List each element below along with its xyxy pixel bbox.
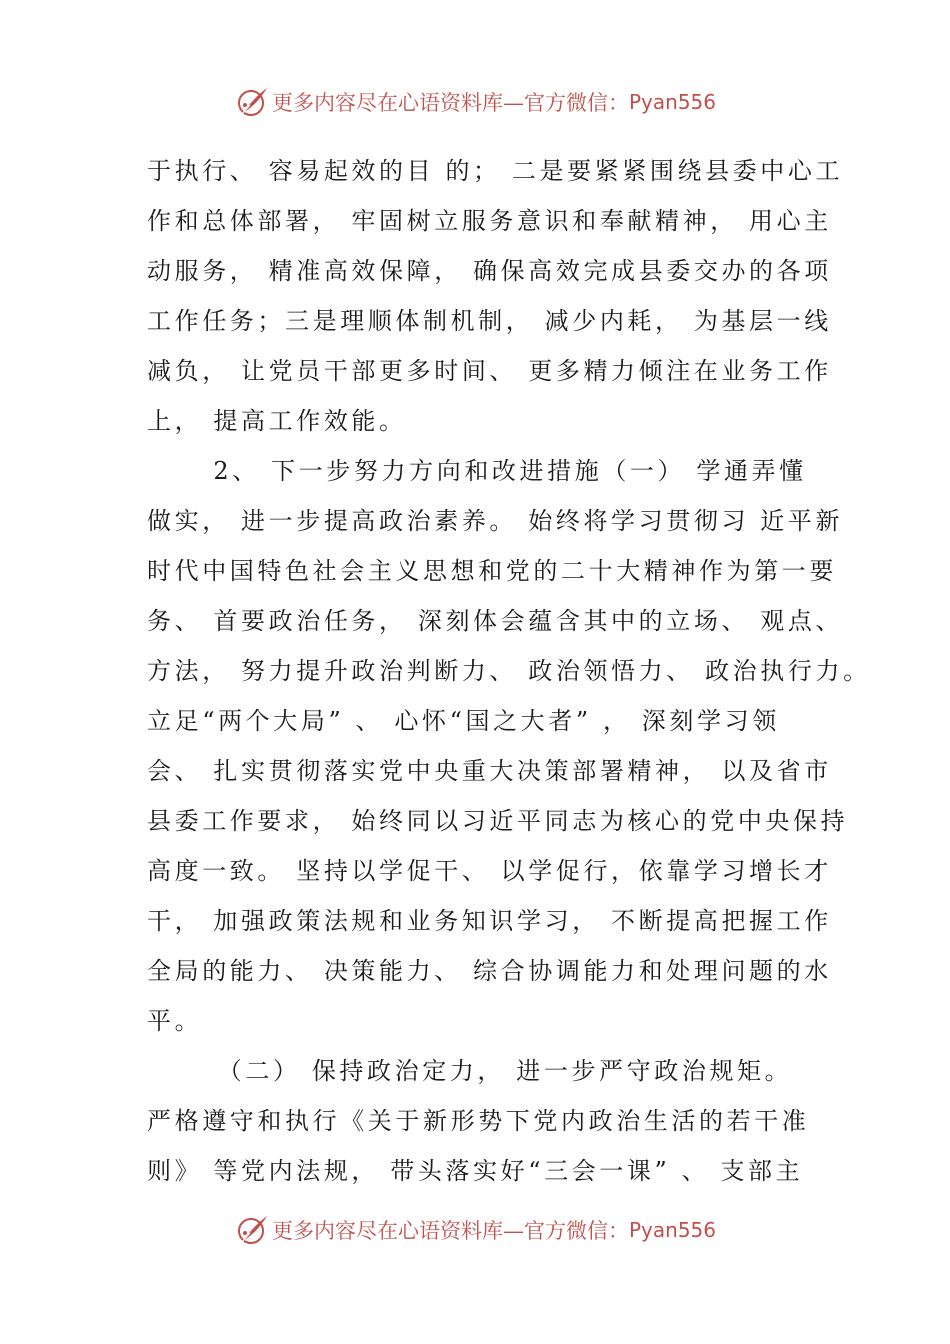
text-line: 工作任务；三是理顺体制机制， 减少内耗， 为基层一线 <box>147 307 832 335</box>
text-line: 上， 提高工作效能。 <box>147 407 407 435</box>
text-line: 2、 下一步努力方向和改进措施（一） 学通弄懂 <box>147 457 807 485</box>
text-line: 干， 加强政策法规和业务知识学习， 不断提高把握工作 <box>147 907 832 935</box>
text-line: 时代中国特色社会主义思想和党的二十大精神作为第一要 <box>147 557 837 585</box>
text-line: 作和总体部署， 牢固树立服务意识和奉献精神， 用心主 <box>147 207 832 235</box>
header-banner <box>0 80 950 124</box>
text-line: 县委工作要求， 始终同以习近平同志为核心的党中央保持 <box>147 807 849 835</box>
text-line: 严格遵守和执行《关于新形势下党内政治生活的若干准 <box>147 1107 810 1135</box>
quill-pen-logo-icon <box>234 84 270 120</box>
text-line: 高度一致。 坚持以学促干、 以学促行，依靠学习增长才 <box>147 857 832 885</box>
banner-text: 更多内容尽在心语资料库—官方微信： <box>271 91 629 115</box>
wechat-id: Pyan556 <box>628 90 716 114</box>
banner-text: 更多内容尽在心语资料库—官方微信： <box>271 1219 629 1243</box>
text-line: （二） 保持政治定力， 进一步严守政治规矩。 <box>147 1057 793 1085</box>
text-line: 立足“两个大局” 、 心怀“国之大者” ， 深刻学习领 <box>147 707 780 735</box>
footer-banner <box>0 1208 950 1252</box>
document-body <box>147 146 871 1196</box>
text-line: 减负， 让党员干部更多时间、 更多精力倾注在业务工作 <box>147 357 832 385</box>
wechat-id: Pyan556 <box>628 1218 716 1242</box>
text-line: 方法， 努力提升政治判断力、 政治领悟力、 政治执行力。 <box>147 657 871 685</box>
text-line: 平。 <box>147 1007 203 1035</box>
text-line: 全局的能力、 决策能力、 综合协调能力和处理问题的水 <box>147 957 832 985</box>
text-line: 则》 等党内法规， 带头落实好“三会一课” 、 支部主 <box>147 1157 804 1185</box>
text-line: 会、 扎实贯彻落实党中央重大决策部署精神， 以及省市 <box>147 757 832 785</box>
text-line: 做实， 进一步提高政治素养。 始终将学习贯彻习 近平新 <box>147 507 844 535</box>
text-line: 动服务， 精准高效保障， 确保高效完成县委交办的各项 <box>147 257 832 285</box>
quill-pen-logo-icon <box>234 1212 270 1248</box>
text-line: 务、 首要政治任务， 深刻体会蕴含其中的立场、 观点、 <box>147 607 844 635</box>
text-line: 于执行、 容易起效的目 的； 二是要紧紧围绕县委中心工 <box>147 157 844 185</box>
